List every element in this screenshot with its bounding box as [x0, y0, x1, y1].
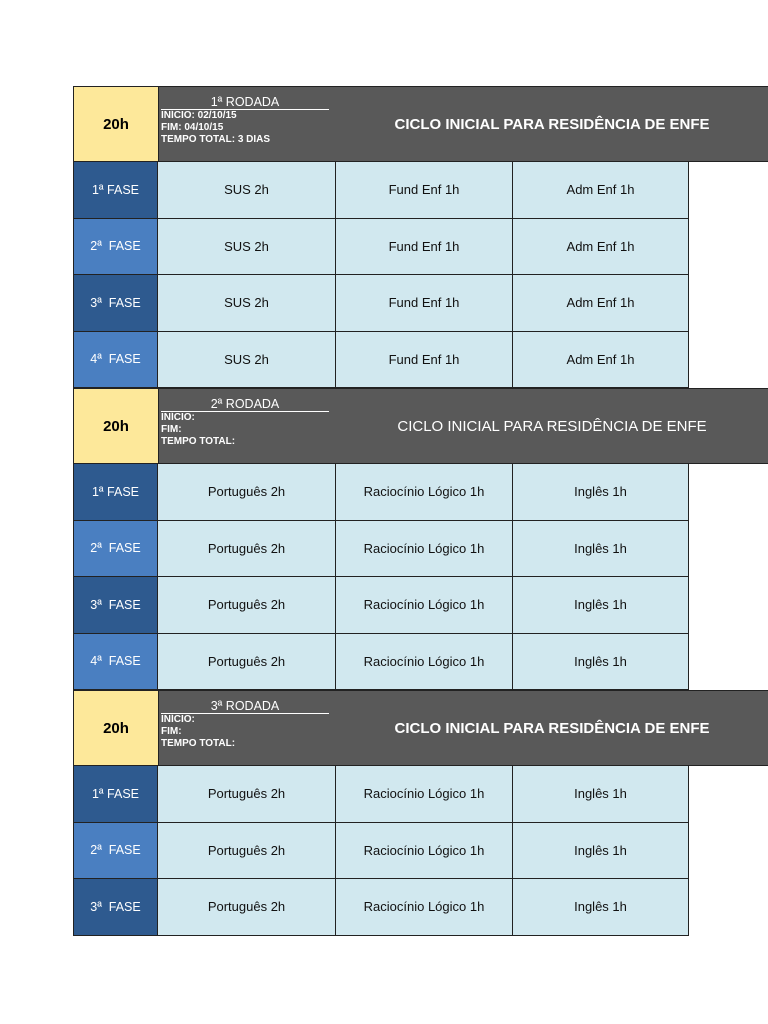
round-header — [73, 388, 768, 464]
subject-cell[interactable]: Adm Enf 1h — [513, 275, 689, 332]
phase-label[interactable]: 2ª FASE — [73, 521, 158, 578]
hours-cell[interactable]: 20h — [73, 690, 158, 766]
subject-cell[interactable]: Português 2h — [158, 879, 336, 936]
phase-row — [73, 766, 768, 823]
subject-cell[interactable]: Inglês 1h — [513, 521, 689, 578]
round-total-time: TEMPO TOTAL: 3 DIAS — [161, 134, 271, 145]
phase-row — [73, 332, 768, 389]
phase-label[interactable]: 3ª FASE — [73, 275, 158, 332]
round-end: FIM: 04/10/15 — [161, 122, 224, 133]
round-info-cell[interactable] — [158, 86, 336, 162]
subject-cell[interactable]: Fund Enf 1h — [336, 332, 513, 389]
phase-row — [73, 162, 768, 219]
phase-row — [73, 464, 768, 521]
phase-row — [73, 634, 768, 691]
round-title: 1ª RODADA — [161, 95, 329, 110]
subject-cell[interactable]: Inglês 1h — [513, 577, 689, 634]
subject-cell[interactable]: Inglês 1h — [513, 879, 689, 936]
subject-cell[interactable]: SUS 2h — [158, 162, 336, 219]
subject-cell[interactable]: SUS 2h — [158, 332, 336, 389]
hours-cell[interactable]: 20h — [73, 86, 158, 162]
subject-cell[interactable]: Adm Enf 1h — [513, 332, 689, 389]
phase-row — [73, 521, 768, 578]
subject-cell[interactable]: SUS 2h — [158, 275, 336, 332]
round-end: FIM: — [161, 726, 182, 737]
round-end: FIM: — [161, 424, 182, 435]
subject-cell[interactable]: Fund Enf 1h — [336, 275, 513, 332]
phase-label[interactable]: 1ª FASE — [73, 162, 158, 219]
round-start: INÍCIO: 02/10/15 — [161, 110, 237, 121]
round-start: INÍCIO: — [161, 714, 195, 725]
subject-cell[interactable]: Português 2h — [158, 634, 336, 691]
round-start: INÍCIO: — [161, 412, 195, 423]
round-title: 2ª RODADA — [161, 397, 329, 412]
schedule-sheet — [73, 86, 768, 936]
round-info-cell[interactable] — [158, 690, 336, 766]
subject-cell[interactable]: Raciocínio Lógico 1h — [336, 634, 513, 691]
subject-cell[interactable]: Raciocínio Lógico 1h — [336, 766, 513, 823]
phase-label[interactable]: 2ª FASE — [73, 823, 158, 880]
phase-row — [73, 275, 768, 332]
subject-cell[interactable]: Inglês 1h — [513, 464, 689, 521]
round-total-time: TEMPO TOTAL: — [161, 436, 236, 447]
phase-label[interactable]: 2ª FASE — [73, 219, 158, 276]
phase-label[interactable]: 3ª FASE — [73, 577, 158, 634]
round-header — [73, 86, 768, 162]
round-title: 3ª RODADA — [161, 699, 329, 714]
cycle-title-cell[interactable]: CICLO INICIAL PARA RESIDÊNCIA DE ENFE — [336, 86, 768, 162]
subject-cell[interactable]: Português 2h — [158, 521, 336, 578]
phase-label[interactable]: 3ª FASE — [73, 879, 158, 936]
subject-cell[interactable]: Raciocínio Lógico 1h — [336, 879, 513, 936]
round-header — [73, 690, 768, 766]
subject-cell[interactable]: Fund Enf 1h — [336, 162, 513, 219]
subject-cell[interactable]: Raciocínio Lógico 1h — [336, 823, 513, 880]
round-total-time: TEMPO TOTAL: — [161, 738, 236, 749]
subject-cell[interactable]: Adm Enf 1h — [513, 219, 689, 276]
phase-label[interactable]: 1ª FASE — [73, 464, 158, 521]
cycle-title-cell[interactable]: CICLO INICIAL PARA RESIDÊNCIA DE ENFE — [336, 690, 768, 766]
subject-cell[interactable]: Português 2h — [158, 766, 336, 823]
subject-cell[interactable]: Raciocínio Lógico 1h — [336, 464, 513, 521]
phase-row — [73, 577, 768, 634]
round-info-cell[interactable] — [158, 388, 336, 464]
subject-cell[interactable]: Português 2h — [158, 577, 336, 634]
subject-cell[interactable]: Inglês 1h — [513, 823, 689, 880]
phase-label[interactable]: 4ª FASE — [73, 634, 158, 691]
subject-cell[interactable]: Português 2h — [158, 823, 336, 880]
subject-cell[interactable]: Raciocínio Lógico 1h — [336, 521, 513, 578]
hours-cell[interactable]: 20h — [73, 388, 158, 464]
phase-label[interactable]: 1ª FASE — [73, 766, 158, 823]
cycle-title-cell[interactable]: CICLO INICIAL PARA RESIDÊNCIA DE ENFE — [336, 388, 768, 464]
phase-row — [73, 219, 768, 276]
phase-row — [73, 823, 768, 880]
subject-cell[interactable]: Fund Enf 1h — [336, 219, 513, 276]
subject-cell[interactable]: Inglês 1h — [513, 766, 689, 823]
subject-cell[interactable]: Raciocínio Lógico 1h — [336, 577, 513, 634]
subject-cell[interactable]: Português 2h — [158, 464, 336, 521]
phase-row — [73, 879, 768, 936]
subject-cell[interactable]: SUS 2h — [158, 219, 336, 276]
phase-label[interactable]: 4ª FASE — [73, 332, 158, 389]
subject-cell[interactable]: Adm Enf 1h — [513, 162, 689, 219]
subject-cell[interactable]: Inglês 1h — [513, 634, 689, 691]
